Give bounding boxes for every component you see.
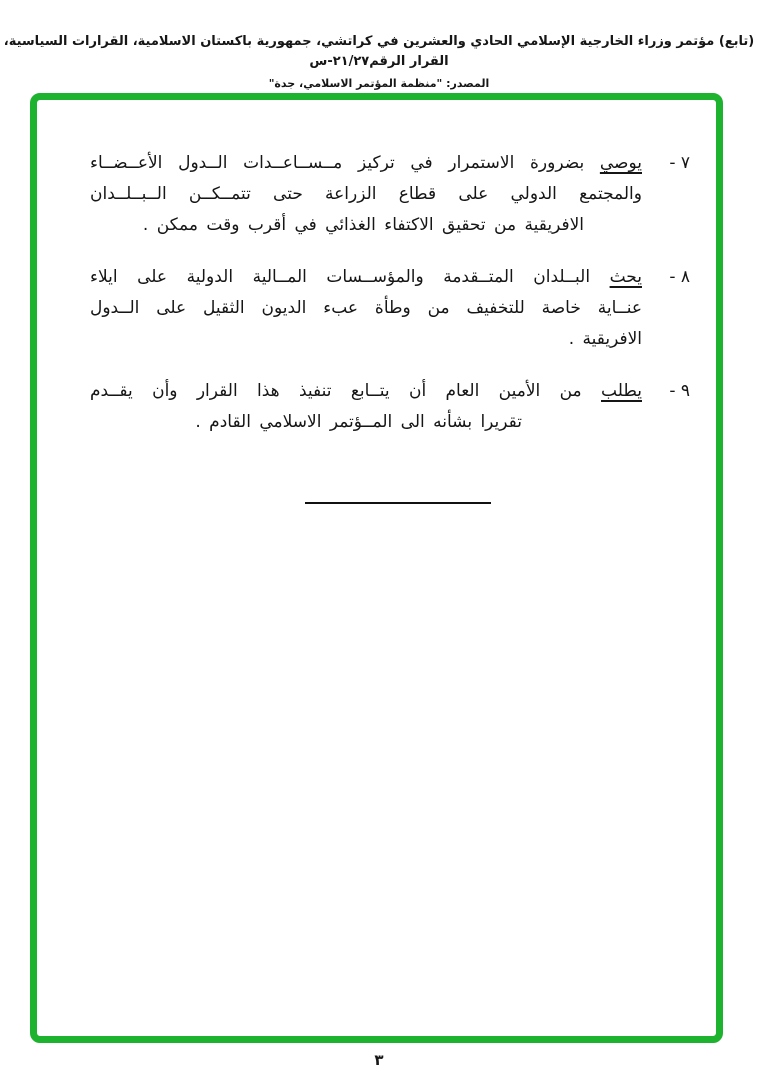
paragraph-text (90, 148, 642, 241)
paragraph-line: يطلب من الأمين العام أن يتــابع تنفيذ هذا القرار وأن يقــدم (90, 381, 642, 401)
resolution-paragraph (90, 376, 690, 438)
paragraph-text (90, 376, 642, 438)
paragraph-number: ٨ - (669, 267, 690, 287)
header-source-line: (تابع) مؤتمر وزراء الخارجية الإسلامي الحادي والعشرين في كراتشي، جمهورية باكستان الاسلامية، القرارات السياسية، القرار الرقم٢١/٢٧-س (3, 34, 755, 69)
paragraph-line: الافريقية . (568, 329, 642, 349)
resolution-paragraph (90, 262, 690, 355)
paragraph-line: عنــاية خاصة للتخفيف من وطأة عبء الديون الثقيل على الــدول (90, 298, 642, 318)
paragraph-line: تقريرا بشأنه الى المــؤتمر الاسلامي القادم . (195, 412, 522, 432)
header-publisher-line: المصدر: "منظمة المؤتمر الاسلامي، جدة" (268, 77, 490, 90)
paragraph-line: يوصي بضرورة الاستمرار في تركيز مــســاعــدات الــدول الأعــضــاء (90, 153, 642, 173)
paragraph-line: يحث البــلدان المتــقدمة والمؤســسات المــالية الدولية على ايلاء (90, 267, 642, 287)
paragraph-number: ٩ - (669, 381, 690, 401)
paragraph-number: ٧ - (669, 153, 690, 173)
underlined-keyword: يحث (609, 267, 642, 287)
underlined-keyword: يطلب (601, 381, 642, 401)
document-header (0, 32, 758, 90)
resolution-paragraphs (90, 148, 690, 459)
paragraph-text (90, 262, 642, 355)
page-number: ٣ (374, 1051, 384, 1069)
document-footer (0, 1050, 758, 1069)
separator-line (305, 502, 491, 504)
resolution-paragraph (90, 148, 690, 241)
paragraph-line: الافريقية من تحقيق الاكتفاء الغذائي في أقرب وقت ممكن . (142, 215, 584, 235)
paragraph-line: والمجتمع الدولي على قطاع الزراعة حتى تتمــكــن الــبــلــدان (90, 184, 642, 204)
underlined-keyword: يوصي (599, 153, 642, 173)
